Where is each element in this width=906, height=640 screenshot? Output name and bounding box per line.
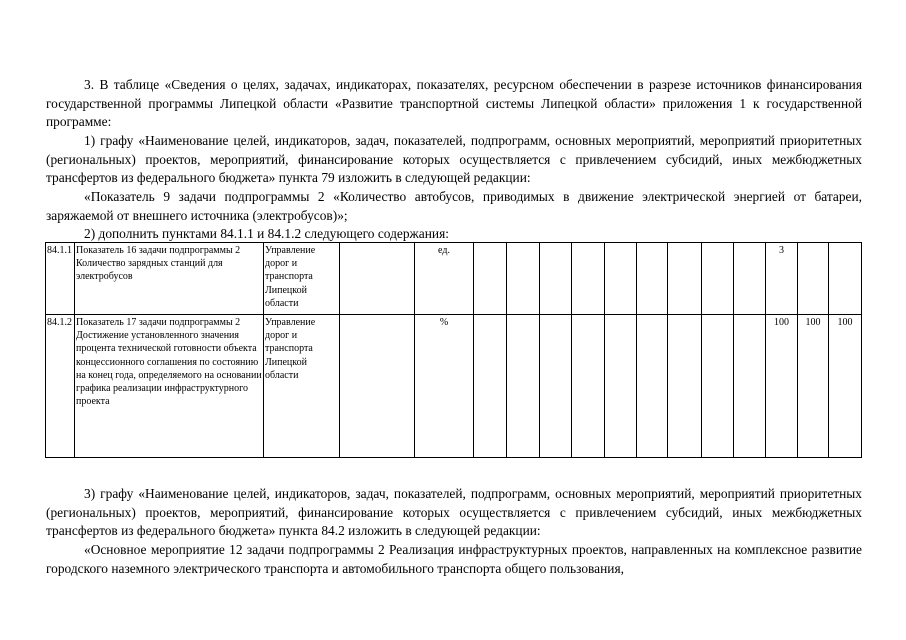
table-row [46,243,862,315]
indicator-name: Показатель 16 задачи подпрограммы 2 Количество зарядных станций для электробусов [75,243,264,315]
empty-cell [637,243,668,315]
indicator-name: Показатель 17 задачи подпрограммы 2 Достижение установленного значения процента технической готовности объекта концессионного соглашения по состоянию на конец года, определяемого на основании графика реализации инфраструктурного проекта [75,315,264,458]
unit-cell: ед. [415,243,474,315]
row-number: 84.1.2 [46,315,75,458]
row-number: 84.1.1 [46,243,75,315]
empty-cell [474,243,507,315]
empty-cell [507,315,540,458]
value-cell: 100 [829,315,862,458]
paragraph-item-3: 3. В таблице «Сведения о целях, задачах, индикаторах, показателях, ресурсном обеспечении в разрезе источников финансирования государственной программы Липецкой области «Развитие транспортной системы Липецкой области» приложения 1 к государственной программе: [46,77,862,130]
empty-cell [507,243,540,315]
table-row [46,315,862,458]
empty-cell [702,315,734,458]
empty-cell [605,315,637,458]
empty-cell [540,315,572,458]
executor: Управление дорог и транспорта Липецкой области [264,315,340,458]
empty-cell [572,243,605,315]
empty-cell [474,315,507,458]
empty-cell [340,315,415,458]
empty-cell [605,243,637,315]
value-cell: 100 [798,315,829,458]
executor: Управление дорог и транспорта Липецкой области [264,243,340,315]
unit-cell: % [415,315,474,458]
empty-cell [668,243,702,315]
empty-cell [572,315,605,458]
indicators-table [45,242,862,458]
empty-cell [540,243,572,315]
empty-cell [668,315,702,458]
paragraph-main-activity-12: «Основное мероприятие 12 задачи подпрограммы 2 Реализация инфраструктурных проектов, направленных на комплексное развитие городского наземного электрического транспорта и автомобильного транспорта общего пользования, [46,542,862,576]
value-cell [798,243,829,315]
paragraph-indicator-9: «Показатель 9 задачи подпрограммы 2 «Количество автобусов, приводимых в движение электрической энергией от батареи, заряжаемой от внешнего источника (электробусов)»; [46,189,862,223]
value-cell: 100 [766,315,798,458]
empty-cell [340,243,415,315]
empty-cell [734,315,766,458]
empty-cell [637,315,668,458]
paragraph-subitem-3: 3) графу «Наименование целей, индикаторов, задач, показателей, подпрограмм, основных мероприятий, мероприятий приоритетных (региональных) проектов, мероприятий, финансирование которых осуществляется с привлечением субсидий, иных межбюджетных трансфертов из федерального бюджета» пункта 84.2 изложить в следующей редакции: [46,486,862,539]
paragraph-subitem-1: 1) графу «Наименование целей, индикаторов, задач, показателей, подпрограмм, основных мероприятий, мероприятий приоритетных (региональных) проектов, мероприятий, финансирование которых осуществляется с привлечением субсидий, иных межбюджетных трансфертов из федерального бюджета» пункта 79 изложить в следующей редакции: [46,133,862,186]
value-cell [829,243,862,315]
value-cell: 3 [766,243,798,315]
paragraph-subitem-2: 2) дополнить пунктами 84.1.1 и 84.1.2 следующего содержания: [84,226,449,241]
empty-cell [734,243,766,315]
empty-cell [702,243,734,315]
